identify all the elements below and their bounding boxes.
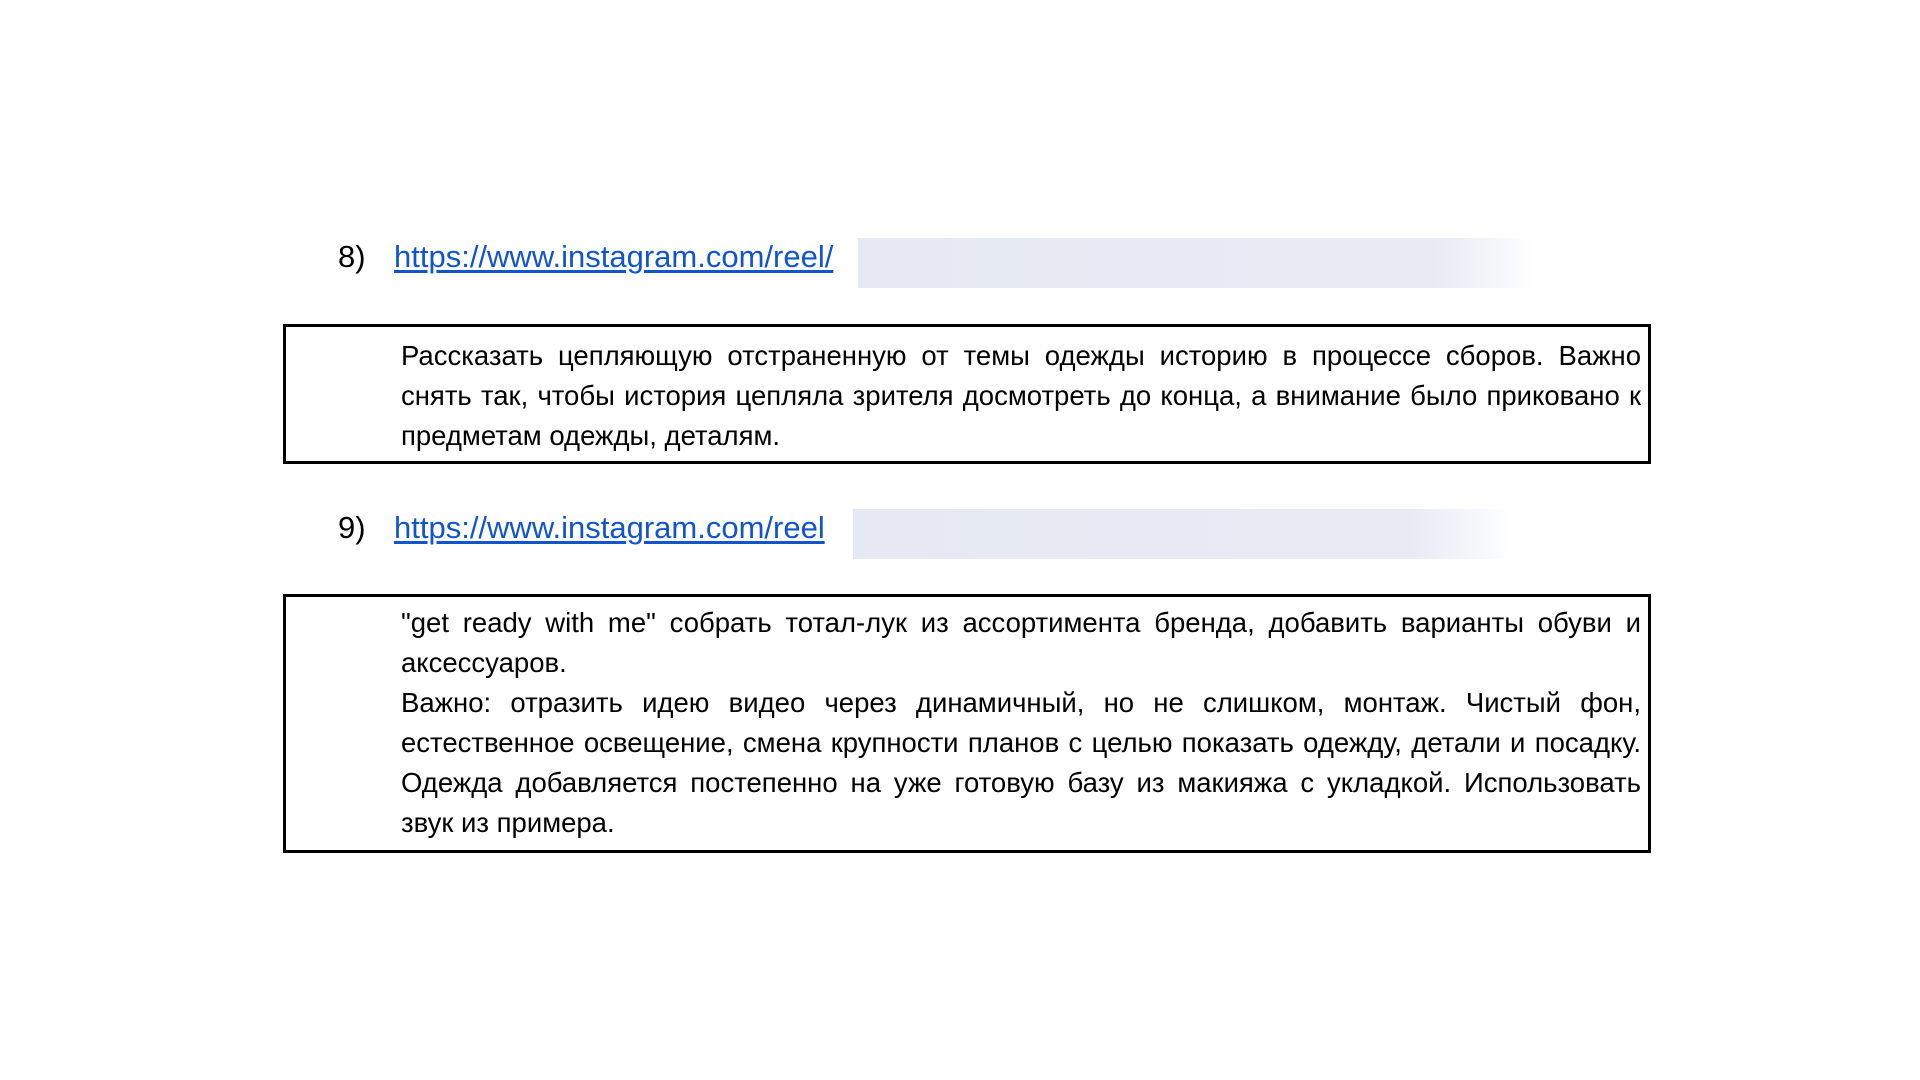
description-box (283, 594, 1651, 853)
redaction-block (853, 509, 1511, 559)
item-number: 9) (338, 510, 366, 545)
instagram-reel-link[interactable]: https://www.instagram.com/reel (394, 510, 825, 545)
description-box (283, 324, 1651, 464)
description-text (401, 336, 1641, 456)
instagram-reel-link[interactable]: https://www.instagram.com/reel/ (394, 239, 834, 274)
description-text (401, 603, 1641, 843)
list-item-9 (338, 503, 825, 553)
list-item-8 (338, 232, 833, 282)
item-number: 8) (338, 239, 366, 274)
description-paragraph: Рассказать цепляющую отстраненную от темы одежды историю в процессе сборов. Важно снять так, чтобы история цепляла зрителя досмотреть до конца, а внимание было приковано к предметам одежды, деталям. (401, 340, 1641, 451)
description-paragraph: "get ready with me" собрать тотал-лук из ассортимента бренда, добавить варианты обуви и аксессуаров. (401, 607, 1641, 678)
description-paragraph: Важно: отразить идею видео через динамичный, но не слишком, монтаж. Чистый фон, естественное освещение, смена крупности планов с целью показать одежду, детали и посадку. Одежда добавляется постепенно на уже готовую базу из макияжа с укладкой. Использовать звук из примера. (401, 687, 1641, 838)
redaction-block (858, 238, 1535, 288)
